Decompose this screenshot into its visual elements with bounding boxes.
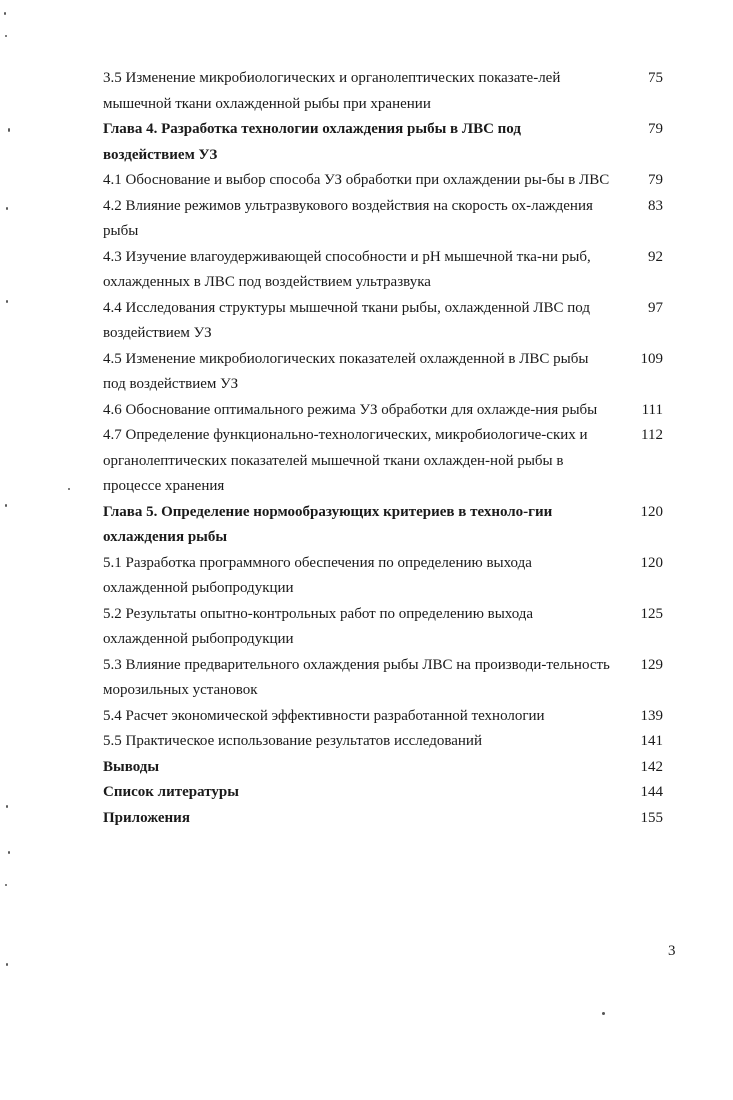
- scan-speck: [6, 207, 8, 210]
- toc-chapter: [103, 117, 663, 168]
- toc-entry-title: Глава 5. Определение нормообразующих критериев в техноло-гии охлаждения рыбы: [103, 503, 553, 545]
- toc-entry-title: 4.7 Определение функционально-технологических, микробиологиче-ских и органолептических показателей мышечной ткани охлажден-ной рыбы в процессе хранения: [103, 427, 588, 494]
- toc-entry-page: 97: [648, 299, 663, 316]
- toc-entry-page: 112: [641, 427, 663, 443]
- toc-entry-page: 79: [648, 121, 663, 137]
- toc-entry-page: 125: [640, 605, 663, 622]
- toc-chapter: [103, 500, 663, 551]
- toc-entry-title: Глава 4. Разработка технологии охлаждения рыбы в ЛВС под воздействием УЗ: [103, 121, 521, 163]
- scan-speck: [8, 851, 10, 854]
- scan-speck: [602, 1012, 605, 1015]
- toc-entry: [103, 296, 663, 347]
- toc-entry-page: 141: [640, 733, 663, 749]
- toc-entry-page: 120: [640, 554, 663, 571]
- toc-entry: [103, 423, 663, 500]
- toc-entry-page: 142: [640, 758, 663, 775]
- toc-entry-page: 109: [640, 350, 663, 367]
- toc-entry: [103, 194, 663, 245]
- toc-entry-title: Приложения: [103, 809, 190, 826]
- toc-entry-title: 4.2 Влияние режимов ультразвукового воздействия на скорость ох-лаждения рыбы: [103, 197, 593, 239]
- scan-speck: [5, 884, 7, 886]
- toc-references: [103, 780, 663, 806]
- toc-entry: [103, 729, 663, 755]
- toc-entry-page: 144: [640, 784, 663, 800]
- toc-entry-title: 5.3 Влияние предварительного охлаждения рыбы ЛВС на производи-тельность морозильных установок: [103, 656, 610, 698]
- scan-speck: [5, 35, 7, 37]
- toc-entry-page: 111: [641, 401, 663, 418]
- toc-entry-page: 79: [648, 172, 663, 188]
- toc-entry-title: 5.1 Разработка программного обеспечения по определению выхода охлажденной рыбопродукции: [103, 554, 532, 596]
- scan-speck: [68, 488, 70, 490]
- scan-speck: [6, 805, 8, 808]
- toc-entry-title: 5.4 Расчет экономической эффективности разработанной технологии: [103, 707, 545, 724]
- scan-speck: [4, 12, 6, 15]
- toc-entry-title: 4.5 Изменение микробиологических показателей охлажденной в ЛВС рыбы под воздействием УЗ: [103, 350, 589, 392]
- toc-entry-title: 5.5 Практическое использование результатов исследований: [103, 733, 482, 749]
- toc-entry-title: 4.4 Исследования структуры мышечной ткани рыбы, охлажденной ЛВС под воздействием УЗ: [103, 299, 590, 341]
- scan-speck: [8, 128, 10, 132]
- toc-entry-page: 155: [640, 809, 663, 826]
- toc-entry: [103, 168, 663, 194]
- toc-entry-page: 120: [640, 503, 663, 520]
- toc-entry: [103, 602, 663, 653]
- toc-entry-title: 4.6 Обоснование оптимального режима УЗ обработки для охлажде-ния рыбы: [103, 401, 598, 418]
- scan-speck: [6, 963, 8, 966]
- toc-entry: [103, 66, 663, 117]
- toc-entry-title: 3.5 Изменение микробиологических и органолептических показате-лей мышечной ткани охлажденной рыбы при хранении: [103, 70, 561, 112]
- toc-entry: [103, 347, 663, 398]
- scan-speck: [6, 300, 8, 303]
- toc-entry-title: Список литературы: [103, 784, 239, 800]
- toc-appendices: [103, 806, 663, 832]
- toc-entry-title: Выводы: [103, 758, 160, 775]
- toc-entry: [103, 704, 663, 730]
- page-number: 3: [668, 943, 676, 959]
- toc-conclusions: [103, 755, 663, 781]
- toc-entry-page: 139: [640, 707, 663, 724]
- toc-entry: [103, 398, 663, 424]
- toc-entry: [103, 653, 663, 704]
- toc-entry: [103, 245, 663, 296]
- toc-entry-page: 83: [648, 197, 663, 214]
- toc-entry-title: 4.3 Изучение влагоудерживающей способности и рН мышечной тка-ни рыб, охлажденных в ЛВС под воздействием ультразвука: [103, 248, 591, 290]
- toc-entry-page: 75: [648, 70, 663, 86]
- scan-speck: [5, 504, 7, 507]
- toc-entry-page: 129: [640, 656, 663, 673]
- toc-entry: [103, 551, 663, 602]
- toc-entry-page: 92: [648, 248, 663, 265]
- table-of-contents: [103, 66, 663, 831]
- toc-entry-title: 4.1 Обоснование и выбор способа УЗ обработки при охлаждении ры-бы в ЛВС: [103, 172, 610, 188]
- toc-entry-title: 5.2 Результаты опытно-контрольных работ по определению выхода охлажденной рыбопродукции: [103, 605, 534, 647]
